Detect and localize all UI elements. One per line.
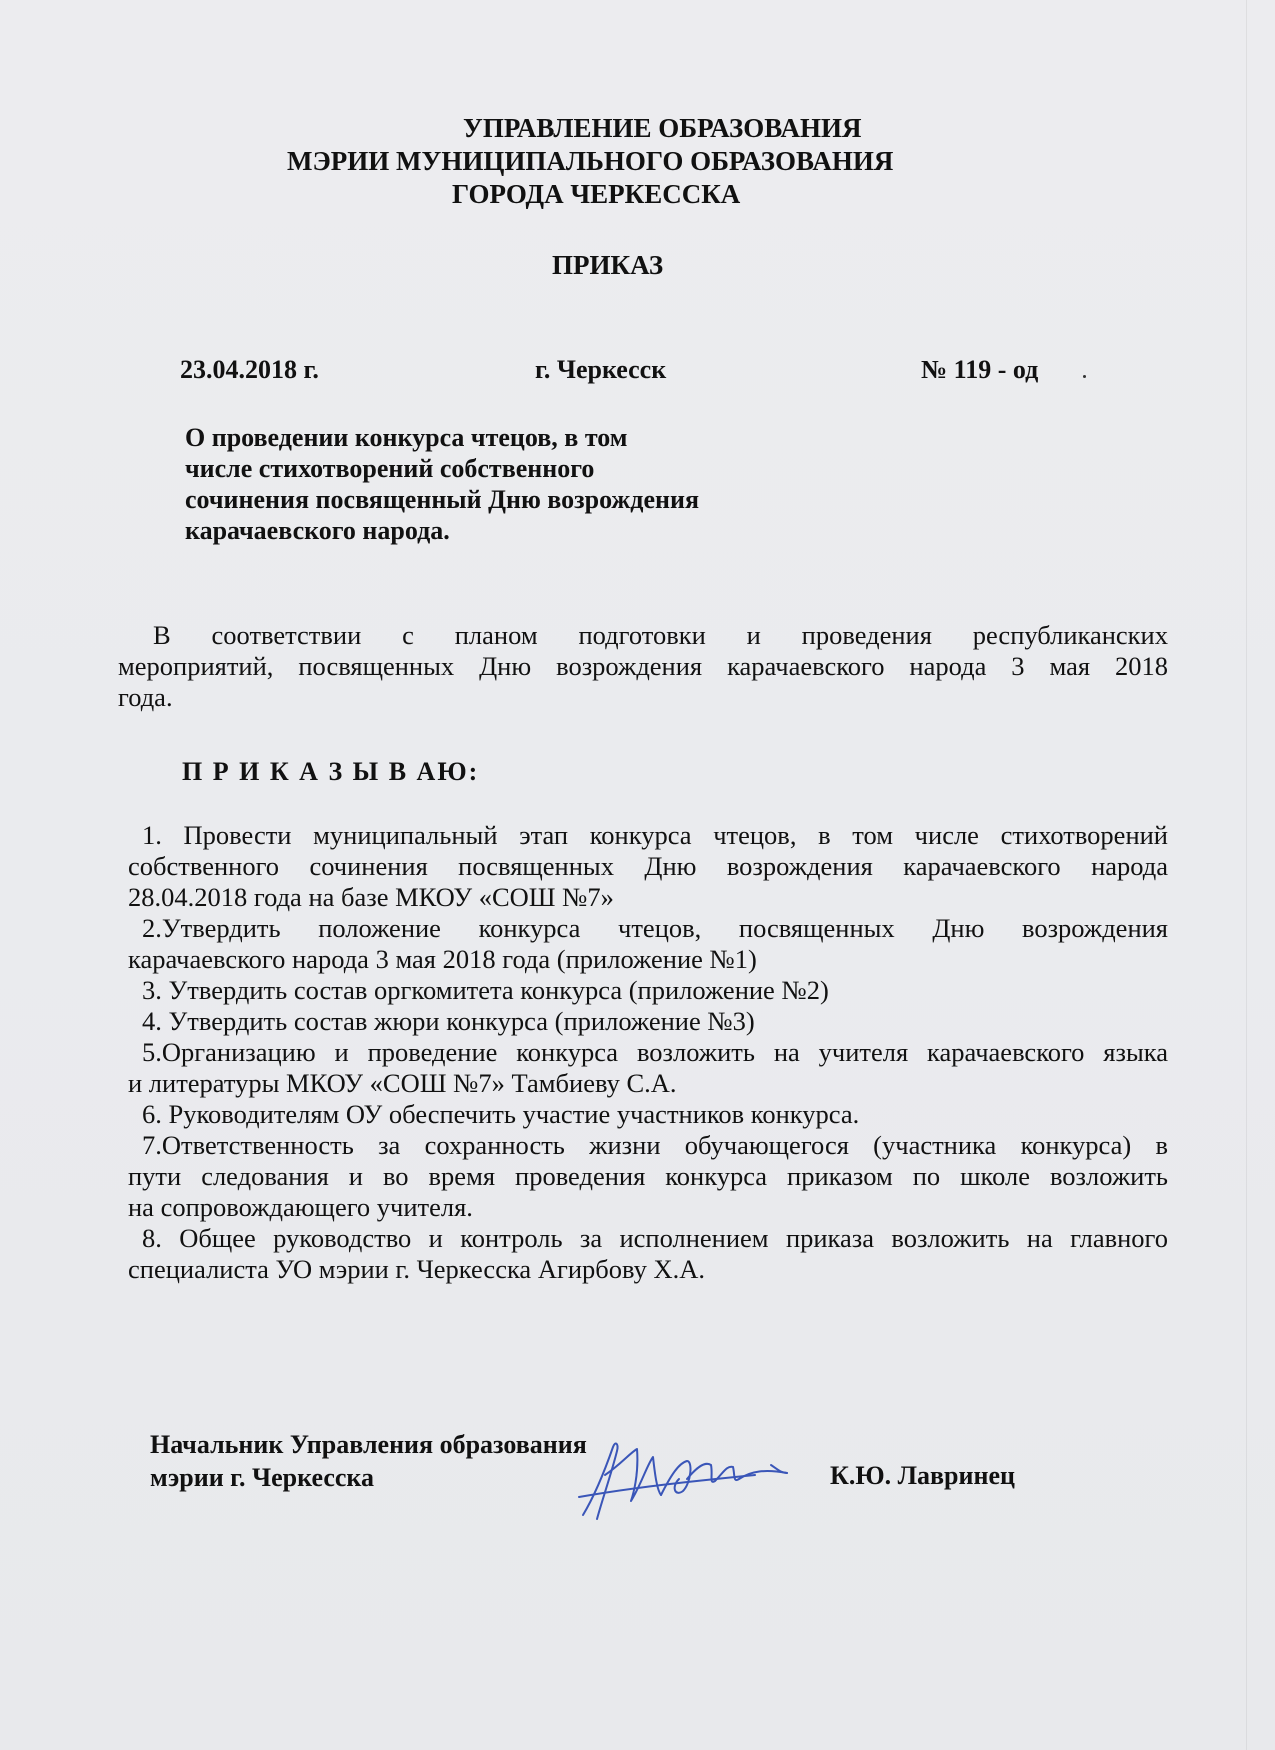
order-items	[128, 820, 1168, 1285]
handwritten-signature	[575, 1435, 795, 1525]
item-line: 8. Общее руководство и контроль за исполнением приказа возложить на главного	[142, 1223, 1168, 1253]
item-line: 5.Организацию и проведение конкурса возложить на учителя карачаевского языка	[142, 1037, 1168, 1067]
item-line: 4. Утвердить состав жюри конкурса (приложение №3)	[142, 1006, 755, 1036]
subject-line: О проведении конкурса чтецов, в том	[185, 423, 628, 452]
order-city: г. Черкесск	[535, 355, 667, 384]
order-word: П Р И К А З Ы В АЮ:	[182, 757, 480, 786]
stray-dot	[1083, 375, 1086, 378]
page-edge-shadow	[1246, 0, 1247, 1750]
subject-line: сочинения посвященный Дню возрождения	[185, 485, 700, 514]
item-line: собственного сочинения посвященных Дню возрождения карачаевского народа	[128, 851, 1168, 881]
order-subject	[185, 422, 785, 546]
order-number: № 119 - од	[921, 355, 1039, 384]
item-line: 7.Ответственность за сохранность жизни обучающегося (участника конкурса) в	[142, 1130, 1168, 1160]
header-line-2: МЭРИИ МУНИЦИПАЛЬНОГО ОБРАЗОВАНИЯ	[287, 146, 894, 176]
order-date: 23.04.2018 г.	[180, 355, 319, 384]
signatory-name: К.Ю. Лавринец	[830, 1461, 1015, 1490]
preamble-line: года.	[118, 682, 173, 712]
header-line-1: УПРАВЛЕНИЕ ОБРАЗОВАНИЯ	[463, 113, 862, 143]
item-line: 2.Утвердить положение конкурса чтецов, посвященных Дню возрождения	[142, 913, 1168, 943]
subject-line: карачаевского народа.	[185, 516, 450, 545]
item-line: пути следования и во время проведения конкурса приказом по школе возложить	[128, 1161, 1168, 1191]
item-line: карачаевского народа 3 мая 2018 года (приложение №1)	[128, 944, 757, 974]
document-type: ПРИКАЗ	[552, 250, 664, 280]
signatory-position	[150, 1428, 587, 1494]
item-line: 28.04.2018 года на базе МКОУ «СОШ №7»	[128, 882, 614, 912]
item-line: 1. Провести муниципальный этап конкурса чтецов, в том числе стихотворений	[142, 820, 1168, 850]
item-line: специалиста УО мэрии г. Черкесска Агирбову Х.А.	[128, 1254, 705, 1284]
position-line-1: Начальник Управления образования	[150, 1430, 587, 1459]
subject-line: числе стихотворений собственного	[185, 454, 595, 483]
preamble	[118, 620, 1168, 713]
item-line: на сопровождающего учителя.	[128, 1192, 473, 1222]
header-line-3: ГОРОДА ЧЕРКЕССКА	[452, 179, 741, 209]
item-line: 6. Руководителям ОУ обеспечить участие участников конкурса.	[142, 1099, 860, 1129]
preamble-line: мероприятий, посвященных Дню возрождения карачаевского народа 3 мая 2018	[118, 651, 1168, 681]
item-line: и литературы МКОУ «СОШ №7» Тамбиеву С.А.	[128, 1068, 677, 1098]
item-line: 3. Утвердить состав оргкомитета конкурса (приложение №2)	[142, 975, 829, 1005]
position-line-2: мэрии г. Черкесска	[150, 1463, 374, 1492]
preamble-line: В соответствии с планом подготовки и проведения республиканских	[153, 620, 1168, 650]
